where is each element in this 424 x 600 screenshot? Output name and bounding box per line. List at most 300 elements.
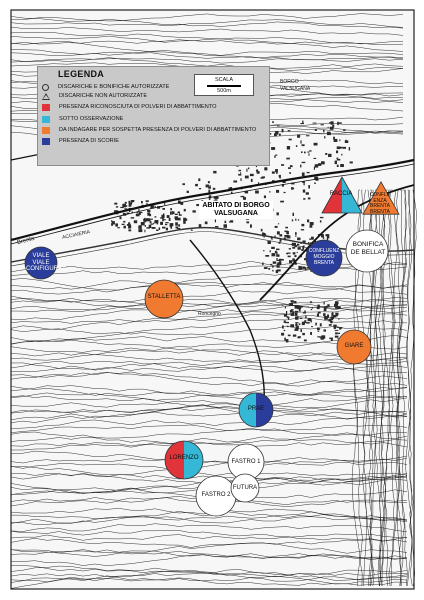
building: [333, 325, 336, 327]
building: [288, 335, 291, 337]
site-label-confluenza-moggio: [305, 249, 343, 266]
building: [302, 333, 305, 335]
building: [262, 263, 263, 266]
building: [314, 183, 316, 184]
building: [304, 182, 305, 185]
building: [287, 326, 289, 327]
building: [303, 198, 305, 200]
building: [172, 211, 173, 214]
building: [292, 219, 293, 221]
building: [184, 209, 186, 212]
building: [276, 254, 279, 256]
building: [339, 122, 342, 123]
building: [124, 205, 127, 207]
building: [279, 134, 281, 136]
building: [215, 220, 216, 223]
site-label-line: BONIFICA: [352, 241, 384, 248]
building: [282, 129, 284, 132]
building: [288, 167, 291, 169]
building: [176, 223, 177, 225]
building: [123, 221, 125, 223]
building: [295, 322, 298, 323]
building: [336, 327, 339, 328]
building: [276, 190, 279, 193]
building: [313, 123, 317, 124]
scale-label: SCALA: [214, 77, 234, 83]
legend-item-slag: [42, 137, 119, 145]
legend-item-under-observation: [42, 115, 123, 123]
building: [146, 200, 149, 202]
building: [141, 201, 143, 203]
building: [319, 336, 322, 337]
building: [318, 163, 321, 166]
building: [297, 135, 300, 138]
building: [279, 259, 281, 262]
site-label-line: BRENTA: [314, 259, 334, 266]
building: [295, 318, 297, 319]
building: [178, 224, 180, 226]
building: [159, 227, 161, 230]
building: [162, 218, 164, 222]
building: [337, 122, 339, 125]
building: [327, 132, 331, 135]
building: [265, 255, 269, 257]
building: [300, 140, 301, 143]
building: [272, 253, 276, 256]
building: [274, 156, 275, 158]
building: [239, 170, 242, 172]
building: [306, 135, 309, 136]
building: [325, 153, 327, 155]
building: [335, 336, 339, 338]
building: [284, 192, 286, 193]
building: [213, 171, 216, 174]
circle-outline-icon: [42, 84, 49, 91]
building: [341, 154, 342, 156]
site-label-viale: [26, 253, 68, 273]
legend-item-label: PRESENZA DI SCORIE: [59, 138, 119, 144]
building: [243, 197, 246, 200]
building: [270, 264, 272, 266]
building: [170, 223, 174, 226]
building: [295, 307, 298, 309]
building: [337, 159, 341, 161]
site-label-lorenzo: LORENZO: [169, 455, 199, 461]
building: [290, 165, 293, 167]
building: [339, 327, 342, 329]
building: [275, 169, 278, 172]
building: [310, 301, 312, 302]
building: [292, 258, 294, 261]
map-label-valsugana: VALSUGANA: [280, 86, 311, 92]
building: [286, 158, 290, 160]
building: [261, 229, 263, 232]
building: [264, 196, 266, 199]
building: [139, 212, 142, 213]
building: [307, 220, 309, 223]
building: [323, 130, 324, 133]
building: [246, 169, 247, 172]
building: [297, 244, 299, 246]
building: [152, 227, 156, 229]
site-label-raccia: RACCIA: [329, 191, 353, 197]
building: [144, 218, 145, 221]
building: [170, 208, 172, 210]
building: [309, 238, 311, 240]
legend-item-confirmed-dust: [42, 103, 216, 111]
building: [251, 179, 253, 182]
building: [117, 227, 119, 228]
building: [176, 227, 179, 229]
building: [302, 144, 305, 146]
site-label-prae: PRAE: [247, 406, 265, 412]
triangle-outline-icon: [42, 93, 50, 100]
building: [304, 340, 307, 342]
building: [270, 250, 271, 252]
building: [289, 139, 292, 141]
building: [271, 147, 275, 150]
building: [281, 333, 284, 336]
building: [302, 241, 305, 243]
town-label: [199, 201, 273, 219]
building: [302, 173, 305, 177]
building: [155, 216, 157, 217]
building: [183, 220, 186, 224]
building: [315, 323, 316, 326]
building: [315, 164, 319, 167]
building: [320, 220, 322, 222]
building: [335, 330, 339, 331]
building: [288, 317, 289, 320]
building: [277, 231, 280, 234]
building: [326, 306, 328, 308]
building: [187, 191, 189, 193]
building: [297, 238, 300, 241]
building: [336, 151, 338, 154]
building: [323, 313, 326, 316]
building: [131, 217, 135, 218]
building: [128, 229, 131, 231]
building: [321, 161, 325, 164]
building: [329, 324, 332, 326]
building: [282, 326, 283, 328]
building: [331, 338, 333, 341]
legend-item-label: DISCARICHE NON AUTORIZZATE: [59, 93, 148, 99]
building: [279, 234, 282, 236]
building: [311, 309, 312, 310]
scale-bar: [207, 85, 241, 87]
building: [321, 124, 324, 125]
legend-item-to-investigate: [42, 126, 256, 134]
building: [318, 312, 321, 314]
building: [179, 214, 182, 216]
building: [124, 208, 127, 209]
building: [275, 226, 278, 228]
building: [285, 231, 288, 233]
site-label-confluenza-brenta: [368, 193, 392, 215]
building: [324, 329, 327, 331]
building: [293, 213, 295, 216]
building: [293, 335, 296, 337]
legend-title: LEGENDA: [58, 69, 105, 79]
building: [295, 328, 298, 330]
building: [280, 201, 284, 203]
building: [209, 198, 211, 200]
building: [291, 301, 294, 302]
building: [308, 185, 310, 188]
building: [277, 260, 280, 261]
building: [285, 227, 288, 229]
building: [302, 267, 305, 269]
building: [273, 261, 277, 263]
building: [147, 210, 150, 212]
building: [343, 147, 346, 149]
building: [173, 211, 175, 214]
building: [167, 215, 170, 218]
building: [309, 153, 310, 156]
building: [335, 332, 337, 334]
building: [332, 125, 334, 128]
building: [270, 133, 271, 135]
building: [224, 224, 228, 228]
building: [324, 136, 325, 138]
building: [336, 158, 338, 159]
building: [282, 304, 284, 305]
site-label-giare: GIARE: [344, 343, 364, 349]
building: [299, 266, 301, 267]
building: [306, 322, 309, 324]
building: [314, 158, 317, 159]
building: [278, 223, 279, 224]
building: [284, 338, 286, 341]
building: [317, 314, 319, 317]
building: [271, 247, 275, 249]
building: [191, 230, 193, 231]
building: [138, 229, 142, 232]
building: [307, 307, 309, 308]
site-label-fastro1: FASTRO 1: [231, 459, 261, 465]
building: [290, 324, 294, 327]
building: [208, 190, 210, 193]
building: [315, 129, 317, 131]
building: [350, 162, 353, 164]
building: [331, 313, 332, 317]
blue-square-icon: [42, 138, 50, 145]
building: [338, 319, 339, 320]
building: [301, 229, 304, 230]
building: [298, 219, 299, 220]
building: [289, 172, 291, 174]
building: [289, 303, 293, 306]
building: [337, 146, 341, 149]
building: [298, 247, 301, 250]
building: [279, 175, 281, 177]
building: [195, 184, 198, 186]
building: [302, 246, 304, 250]
site-label-line: VIALE: [32, 253, 50, 259]
building: [288, 130, 291, 131]
building: [263, 250, 264, 251]
building: [149, 225, 152, 228]
building: [256, 170, 258, 172]
building: [305, 267, 307, 270]
building: [160, 222, 163, 225]
legend-item-label: DA INDAGARE PER SOSPETTA PRESENZA DI POLVERI DI ABBATTIMENTO: [59, 127, 257, 133]
building: [328, 154, 331, 157]
building: [308, 198, 311, 200]
building: [182, 183, 185, 185]
site-label-line: CONFLUENZ: [308, 248, 340, 254]
legend-item-unauthorized: [42, 92, 147, 100]
building: [134, 220, 137, 223]
building: [170, 212, 172, 215]
building: [281, 164, 284, 166]
building: [289, 260, 292, 263]
building: [275, 155, 277, 156]
map-label-borgo: BORGO: [280, 79, 299, 85]
building: [293, 188, 295, 190]
building: [327, 304, 329, 307]
building: [127, 224, 130, 226]
building: [175, 216, 179, 219]
building: [311, 326, 313, 327]
site-label-line: BRENTA: [370, 208, 390, 215]
orange-square-icon: [42, 127, 50, 134]
building: [290, 310, 293, 313]
building: [327, 315, 329, 318]
building: [215, 197, 218, 200]
building: [310, 332, 312, 335]
building: [245, 176, 249, 179]
building: [240, 178, 241, 181]
map-label-roncegno: Roncegno: [198, 311, 221, 317]
cyan-square-icon: [42, 116, 50, 123]
building: [304, 320, 306, 323]
site-label-fastro2: FASTRO 2: [201, 492, 231, 498]
building: [120, 217, 122, 220]
building: [320, 323, 322, 326]
building: [324, 319, 328, 320]
building: [335, 161, 337, 165]
building: [153, 223, 154, 224]
building: [309, 150, 311, 151]
building: [291, 313, 295, 316]
building: [276, 249, 280, 251]
building: [277, 212, 279, 215]
building: [301, 329, 303, 332]
building: [295, 232, 297, 235]
building: [289, 248, 291, 249]
building: [334, 304, 338, 307]
building: [327, 238, 328, 240]
building: [136, 214, 140, 216]
building: [337, 165, 339, 167]
building: [300, 123, 304, 124]
building: [305, 315, 306, 318]
site-label-line: DE BELLAT: [350, 249, 386, 256]
site-label-line: MOGGIO: [313, 253, 335, 260]
building: [341, 164, 343, 167]
town-label-line1: ABITATO DI BORGO: [202, 202, 270, 209]
building: [284, 330, 286, 331]
building: [255, 191, 259, 194]
building: [111, 223, 113, 226]
building: [349, 147, 350, 150]
building: [301, 151, 303, 153]
building: [297, 337, 300, 339]
building: [299, 323, 301, 325]
building: [281, 259, 284, 261]
legend-item-label: DISCARICHE E BONIFICHE AUTORIZZATE: [58, 84, 170, 90]
building: [287, 253, 290, 254]
building: [302, 121, 303, 123]
building: [299, 309, 301, 312]
building: [115, 223, 118, 226]
building: [301, 224, 304, 226]
building: [114, 203, 117, 205]
building: [276, 270, 279, 273]
building: [295, 311, 299, 313]
building: [124, 226, 126, 229]
building: [300, 165, 301, 168]
building: [301, 249, 304, 251]
building: [272, 121, 274, 123]
building: [293, 252, 296, 254]
building: [199, 188, 201, 189]
red-square-icon: [42, 104, 50, 111]
building: [277, 266, 280, 268]
building: [155, 206, 156, 208]
building: [310, 222, 314, 225]
building: [272, 266, 273, 268]
building: [125, 202, 127, 204]
building: [297, 252, 298, 253]
building: [297, 306, 301, 309]
building: [147, 220, 151, 222]
building: [272, 270, 273, 272]
building: [250, 224, 252, 227]
building: [144, 230, 145, 233]
building: [250, 174, 254, 176]
building: [129, 205, 131, 207]
building: [240, 172, 241, 173]
building: [156, 230, 158, 232]
building: [295, 219, 296, 221]
map-label-acciaieria: ACCIAIERIA: [61, 229, 91, 241]
building: [230, 220, 233, 222]
building: [246, 221, 249, 223]
building: [307, 172, 310, 173]
building: [290, 300, 293, 301]
site-label-line: VIALE: [32, 259, 50, 266]
building: [206, 185, 209, 188]
building: [149, 214, 151, 216]
building: [264, 167, 267, 170]
building: [199, 224, 202, 227]
building: [335, 302, 337, 303]
site-label-line: CONFLU: [369, 192, 391, 198]
building: [324, 302, 325, 305]
building: [307, 152, 309, 153]
building: [208, 181, 210, 183]
legend-item-label: PRESENZA RICONOSCIUTA DI POLVERI DI ABBATTIMENTO: [59, 104, 217, 110]
building: [275, 131, 278, 134]
building: [294, 255, 296, 257]
building: [161, 215, 164, 218]
building: [317, 328, 320, 331]
building: [233, 181, 237, 183]
building: [225, 221, 227, 223]
